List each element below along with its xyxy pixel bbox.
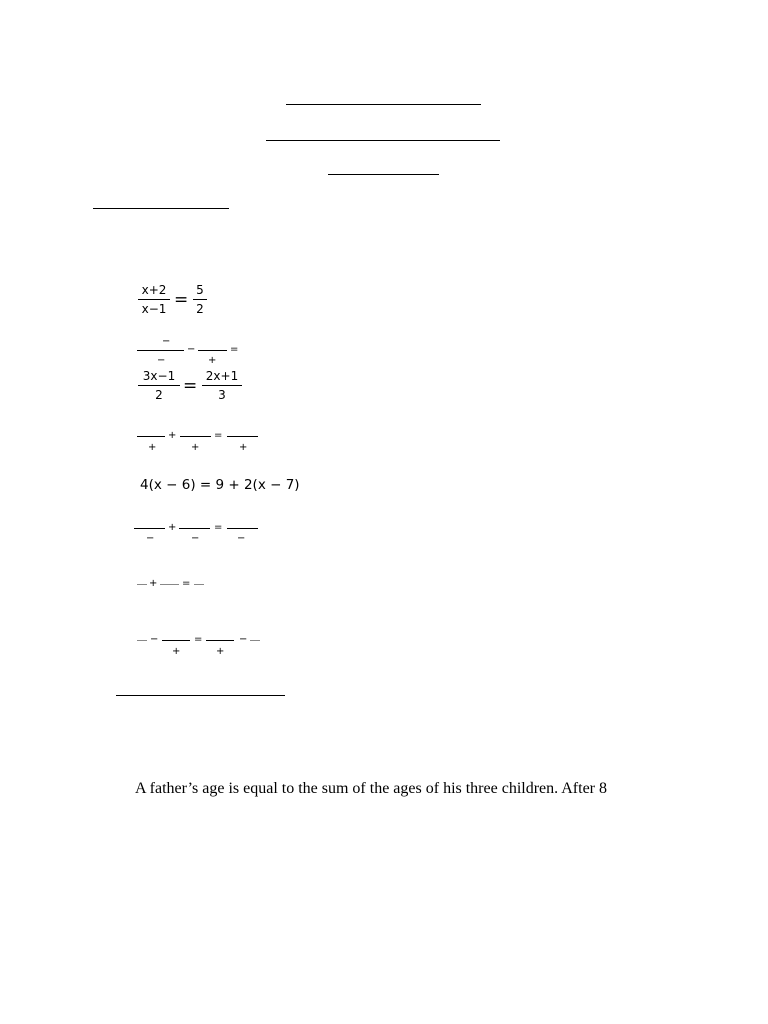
fraction-bar: [138, 385, 180, 386]
eq1-rhs-numerator: 5: [196, 283, 204, 297]
eq3-rhs-numerator: 2x+1: [205, 369, 239, 383]
eq8-denominator-1: +: [172, 646, 181, 657]
word-problems-heading-line: [116, 695, 285, 696]
eq6-fraction-bar-1: [134, 528, 165, 529]
eq7-equals: =: [182, 578, 191, 589]
eq4-denominator-1: +: [148, 442, 157, 453]
eq4-plus: +: [168, 430, 177, 441]
eq6-plus: +: [168, 522, 177, 533]
eq7-blank-3: [194, 584, 204, 585]
eq3-lhs-numerator: 3x−1: [142, 369, 176, 383]
eq8-minus-2: −: [239, 634, 248, 645]
eq1-rhs-fraction: [193, 283, 207, 316]
eq2-denominator-2: +: [208, 355, 217, 366]
eq6-fraction-bar-2: [179, 528, 210, 529]
eq4-fraction-bar-1: [137, 436, 165, 437]
eq1-lhs-numerator: x+2: [141, 283, 167, 297]
eq6-denominator-3: −: [237, 533, 246, 544]
eq3-lhs-fraction: [138, 369, 180, 402]
eq6-denominator-2: −: [191, 533, 200, 544]
eq2-minus: −: [187, 344, 196, 355]
eq8-fraction-bar-2: [206, 640, 234, 641]
eq6-equals: =: [214, 522, 223, 533]
fraction-bar: [202, 385, 242, 386]
eq3-rhs-denominator: 3: [218, 388, 226, 402]
eq7-plus: +: [149, 578, 158, 589]
eq4-fraction-bar-2: [180, 436, 211, 437]
eq3-lhs-denominator: 2: [155, 388, 163, 402]
eq8-fraction-bar-1: [162, 640, 190, 641]
eq2-fraction-bar-2: [198, 350, 227, 351]
equation-5: 4(x − 6) = 9 + 2(x − 7): [140, 477, 300, 493]
fraction-bar: [193, 299, 207, 300]
eq7-blank-2: [160, 584, 179, 585]
eq1-equals: =: [174, 290, 189, 310]
title-line-3: [328, 174, 439, 175]
eq2-denominator-1: −: [157, 355, 166, 366]
fraction-bar: [138, 299, 170, 300]
eq1-lhs-fraction: [138, 283, 170, 316]
eq8-denominator-2: +: [216, 646, 225, 657]
title-line-2: [266, 140, 500, 141]
eq2-equals: =: [230, 344, 239, 355]
eq8-minus-1: −: [150, 634, 159, 645]
word-problem-text: A father’s age is equal to the sum of the ages of his three children. After 8: [135, 780, 608, 797]
section-heading-line: [93, 208, 229, 209]
eq3-equals: =: [183, 376, 198, 396]
eq2-numerator-symbol: −: [162, 336, 171, 347]
eq6-denominator-1: −: [146, 533, 155, 544]
eq4-fraction-bar-3: [227, 436, 258, 437]
title-line-1: [286, 104, 481, 105]
eq4-denominator-2: +: [191, 442, 200, 453]
eq8-blank-2: [250, 640, 260, 641]
eq8-blank-1: [137, 640, 147, 641]
eq4-equals: =: [214, 430, 223, 441]
eq6-fraction-bar-3: [227, 528, 258, 529]
eq8-equals: =: [194, 634, 203, 645]
eq3-rhs-fraction: [202, 369, 242, 402]
eq4-denominator-3: +: [239, 442, 248, 453]
eq7-blank-1: [137, 584, 147, 585]
eq1-lhs-denominator: x−1: [141, 302, 167, 316]
eq1-rhs-denominator: 2: [196, 302, 204, 316]
eq2-fraction-bar-1: [137, 350, 184, 351]
